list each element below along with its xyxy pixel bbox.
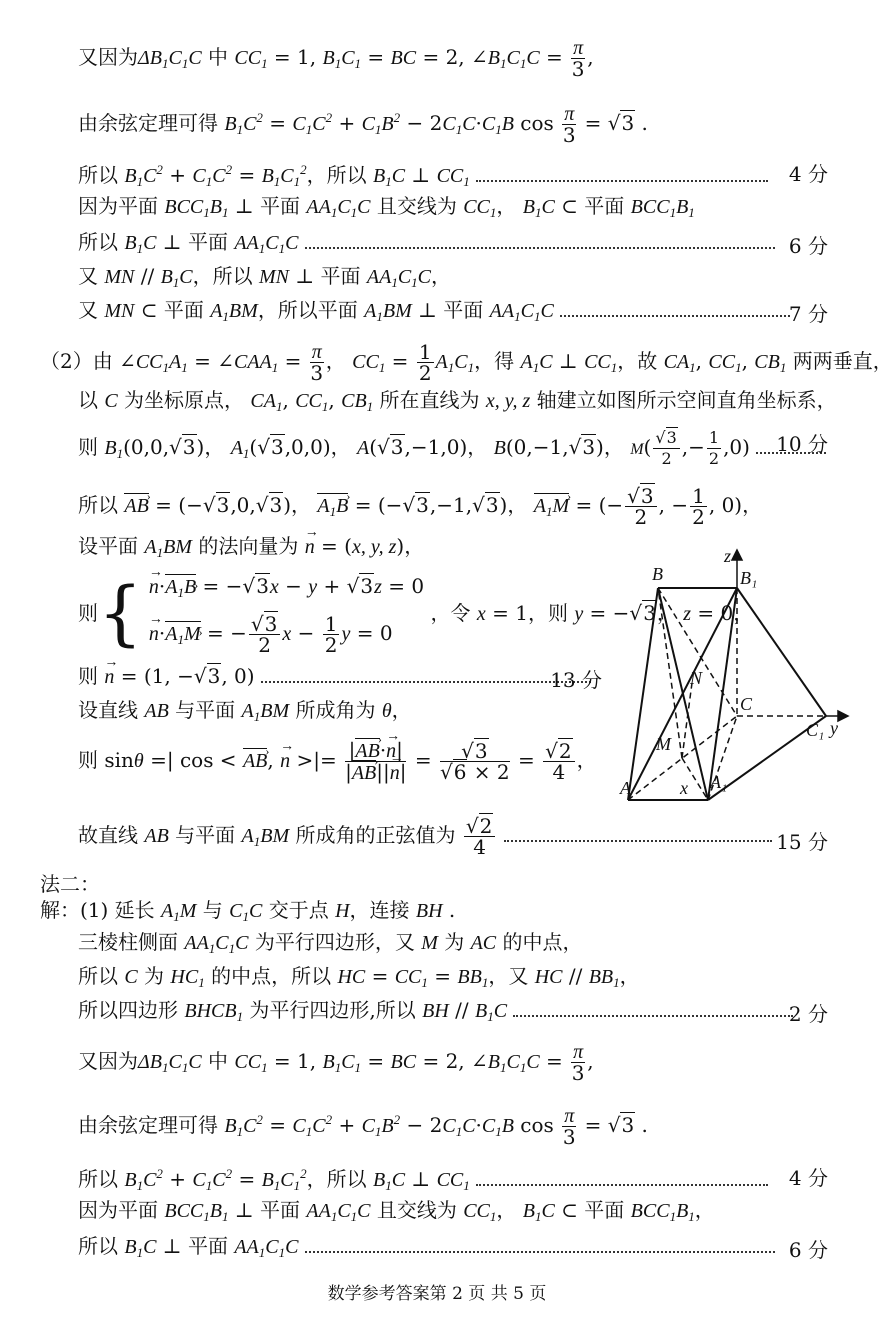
line-6: 又 MN // $B_1C$，所以 MN ⊥ 平面 $AA_1C_1C$， [78,264,451,290]
label-B: B [652,564,663,584]
line-2: 由余弦定理可得 $B_1C^2 = C_1C^2 + C_1B^2 - 2C_1C\cdot C_1B$ cos $\frac{\pi}{3}$ = √3 . [78,103,648,147]
line-14: 则 → n = (1, −√3, 0) [78,664,591,689]
line-24: 由余弦定理可得 $B_1C^2 = C_1C^2 + C_1B^2 - 2C_1C\cdot C_1B$ cos $\frac{\pi}{3}$ = √3 . [78,1105,648,1149]
score-10: 10 分 [776,432,828,456]
label-M: M [656,734,671,754]
line-11: 所以 AB › = (−√3,0,√3)， $A_1B$ › = (−√3,−1,√3)， $A_1M$ › = (− $\frac{√3}{2}$ , − $\frac{1}{2}$ , 0)， [78,486,762,527]
label-N: N [690,668,703,688]
label-z: z [724,546,732,566]
label-B1: B₁ [740,568,758,588]
y-arrow [838,711,848,721]
edge-BA [628,588,658,800]
label-C1: C₁ [806,720,825,740]
score-7: 7 分 [788,302,828,326]
prism-figure [600,548,850,798]
label-x: x [680,778,688,798]
line-27: 所以 $B_1C$ ⊥ 平面 $AA_1C_1C$ [78,1234,775,1265]
label-A: A [620,778,631,798]
score-2: 2 分 [788,1002,828,1026]
line-26: 因为平面 $BCC_1B_1$ ⊥ 平面 $AA_1C_1C$ 且交线为 $CC_1$， $B_1C$ ⊂ 平面 $BCC_1B_1$， [78,1198,715,1224]
score-13: 13 分 [550,668,602,692]
score-4b: 4 分 [788,1166,828,1190]
label-C: C [740,694,753,714]
line-7: 又 MN ⊂ 平面 $A_1BM$，所以平面 $A_1BM$ ⊥ 平面 $AA_1C_1C$ [78,298,790,329]
line-17: 故直线 AB 与平面 $A_1BM$ 所成角的正弦值为 $\frac{√2}{4}$ [78,816,772,857]
line-3: 所以 $B_1C^2 + C_1C^2 = B_1C_1^2$，所以 $B_1C$ ⊥ $CC_1$ [78,158,828,194]
line-10: 则 $B_1(0,0,√3)$， $A_1(√3,0,0)$， A(√3,−1,0)， B(0,−1,√3)， M( $\frac{√3}{2}$ ,− $\frac{1}{2}$ ,0) [78,428,826,469]
line-19: 解：(1) 延长 $A_1M$ 与 $C_1C$ 交于点 H，连接 BH . [40,898,456,924]
z-arrow [732,550,742,560]
score-15: 15 分 [776,830,828,854]
edge-B1A1 [708,588,737,800]
edge-B1A [628,588,737,800]
label-y: y [830,718,838,738]
line-5: 所以 $B_1C$ ⊥ 平面 $AA_1C_1C$ [78,230,775,261]
line-9: 以 C 为坐标原点， $CA_1$, $CC_1$, $CB_1$ 所在直线为 x, y, z 轴建立如图所示空间直角坐标系， [78,388,837,414]
line-21: 所以 C 为 $HC_1$ 的中点，所以 HC = $CC_1 = BB_1$，又 HC // $BB_1$， [78,964,640,990]
line-12: 设平面 $A_1BM$ 的法向量为 → n = (x, y, z)， [78,534,424,565]
line-16: 则 sinθ =| cos < AB ›, → n >|= $\frac{|AB ›\cdot\to n|}{|AB ›||\to n|}$ = $\frac{√3}{√6 \times 2}$ = $\frac{√2}{4}$ ， [78,740,597,783]
line-23: 又因为$\Delta B_1C_1C$ 中 $CC_1 = 1$, $B_1C_1$ = BC = 2, $\angle B_1C_1C$ = $\frac{\pi}{3}$ , [78,1041,594,1085]
edge-BC [658,588,737,716]
line-22: 所以四边形 $BHCB_1$ 为平行四边形,所以 BH // $B_1C$ [78,998,793,1029]
line-4: 因为平面 $BCC_1B_1$ ⊥ 平面 $AA_1C_1C$ 且交线为 $CC_1$， $B_1C$ ⊂ 平面 $BCC_1B_1$ [78,194,695,220]
page-footer: 数学参考答案第 2 页 共 5 页 [327,1284,547,1304]
line-25: 所以 $B_1C^2 + C_1C^2 = B_1C_1^2$，所以 $B_1C$ ⊥ $CC_1$ [78,1162,768,1198]
line-18: 法二： [40,872,100,896]
line-15: 设直线 AB 与平面 $A_1BM$ 所成角为 θ， [78,698,412,724]
score-6: 6 分 [788,234,828,258]
line-20: 三棱柱侧面 $AA_1C_1C$ 为平行四边形，又 M 为 AC 的中点， [78,930,583,956]
score-6b: 6 分 [788,1238,828,1262]
line-13: 则{ → $n\cdot A_1B$ › = −√3x − y + √3z = 0 → $n\cdot A_1M$ › = − $\frac{√3}{2}$ x − $\frac{1}{2}$ y = 0 ，令 x = 1，则 y = −√3， z = 0， [78,566,753,656]
score-4: 4 分 [788,162,828,186]
line-8: （2）由 $\angle CC_1A_1$ = $\angle CAA_1$ = $\frac{\pi}{3}$ ， $CC_1$ = $\frac{1}{2}$ $A_1C_1$，得 $A_1C$ ⊥ $CC_1$，故 $CA_1$, $CC_1$, $CB_1$ 两两垂直， [40,340,893,385]
line-1: 又因为$\Delta B_1C_1C$ 中 $CC_1 = 1$, $B_1C_1$ = BC = 2, $\angle B_1C_1C$ = $\frac{\pi}{3}$ , [78,37,594,81]
label-A1: A₁ [710,772,728,792]
